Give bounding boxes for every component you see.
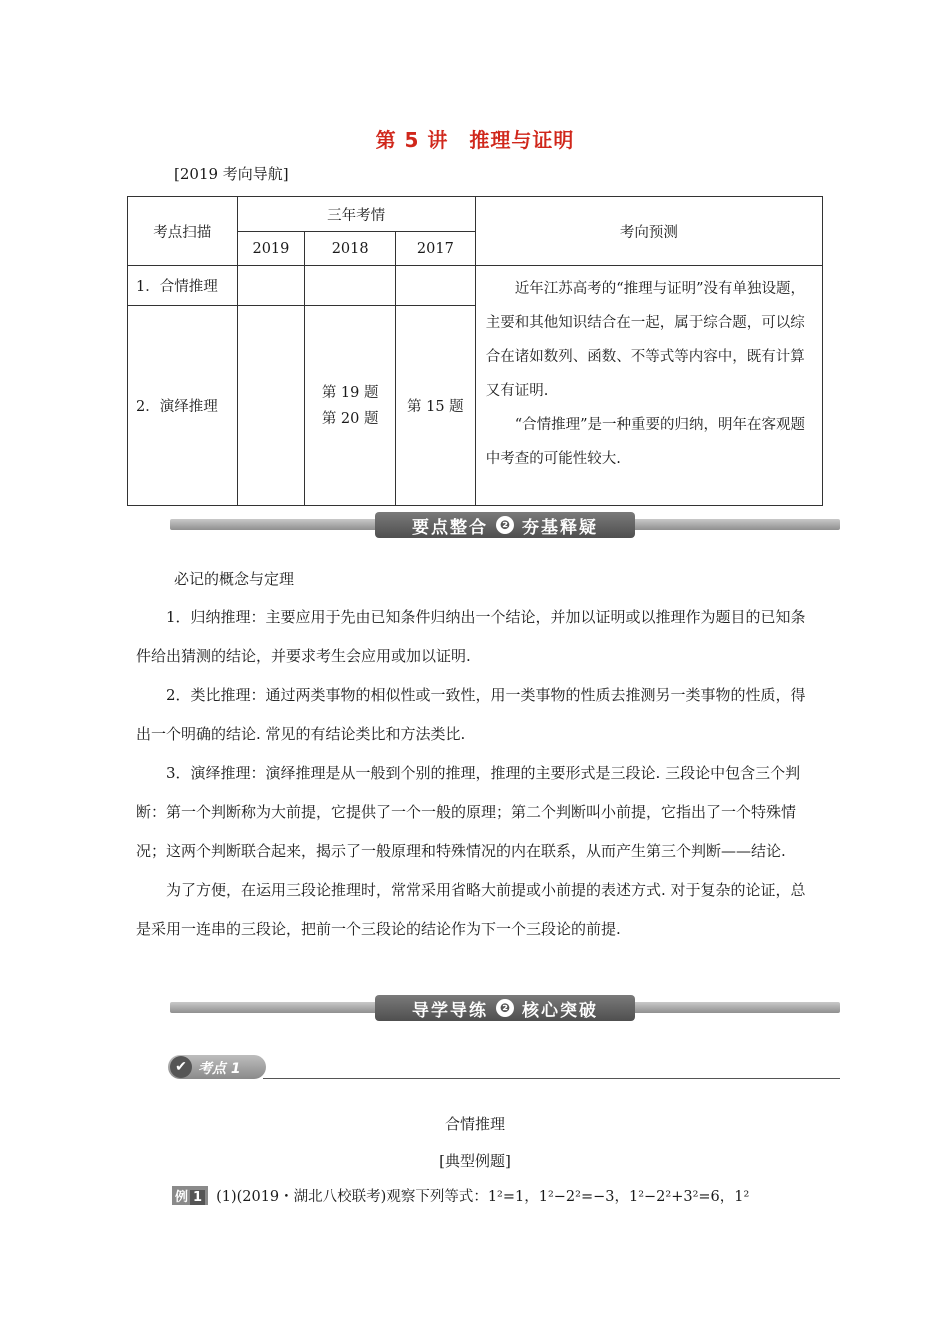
topic-title: 合情推理 (444, 1115, 505, 1133)
prediction-text-1: 近年江苏高考的“推理与证明”没有单独设题，主要和其他知识结合在一起，属于综合题，可以综合在诸如数列、函数、不等式等内容中，既有计算又有证明. (485, 281, 806, 399)
banner-right-text: 夯基释疑 (522, 517, 598, 538)
link-badge-icon: ❷ (496, 516, 514, 534)
banner-left-text: 导学导练 (412, 1000, 488, 1021)
paragraph: 1．归纳推理：主要应用于先由已知条件归纳出一个结论，并加以证明或以推理作为题目的已知条件给出猜测的结论，并要求考生会应用或加以证明. (136, 608, 806, 665)
nav-label: [2019 考向导航] (174, 165, 289, 183)
link-badge-icon: ❷ (496, 999, 514, 1017)
cell-empty (237, 306, 305, 506)
page-title: 第 5 讲 推理与证明 (375, 128, 575, 152)
prediction-cell (475, 266, 822, 506)
concepts-body (136, 598, 820, 949)
header-prediction: 考向预测 (475, 197, 822, 266)
divider (263, 1078, 840, 1079)
example-badge (172, 1186, 208, 1205)
exam-point-tag (168, 1054, 840, 1082)
header-exam-points: 考点扫描 (128, 197, 238, 266)
header-three-years: 三年考情 (237, 197, 475, 232)
year-2017: 2017 (395, 232, 475, 266)
example-number: 1 (190, 1190, 205, 1205)
exam-point-badge (168, 1055, 266, 1079)
banner-plate (375, 995, 635, 1021)
banner-plate (375, 512, 635, 538)
section-banner-core (170, 995, 840, 1021)
paragraph: 2．类比推理：通过两类事物的相似性或一致性，用一类事物的性质去推测另一类事物的性质，得出一个明确的结论. 常见的有结论类比和方法类比. (136, 686, 806, 743)
cell-empty (237, 266, 305, 306)
example-text: (1)(2019・湖北八校联考)观察下列等式：1²=1，1²−2²=−3，1²−2²+3²=6，1² (216, 1189, 750, 1205)
example-1 (172, 1185, 832, 1206)
paragraph: 3．演绎推理：演绎推理是从一般到个别的推理，推理的主要形式是三段论. 三段论中包含三个判断：第一个判断称为大前提，它提供了一个一般的原理；第二个判断叫小前提，它指出了一个特殊情况；这两个判断联合起来，揭示了一般原理和特殊情况的内在联系，从而产生第三个判断——结论. (136, 764, 801, 860)
prediction-text-2: “合情推理”是一种重要的归纳，明年在客观题中考查的可能性较大. (485, 417, 806, 467)
question-ref: 第 20 题 (321, 410, 379, 427)
section-banner-key-points (170, 512, 840, 538)
cell-2017-question: 第 15 题 (395, 306, 475, 506)
typical-examples-label: [典型例题] (439, 1152, 511, 1170)
banner-right-text: 核心突破 (522, 1000, 598, 1021)
paragraph: 为了方便，在运用三段论推理时，常常采用省略大前提或小前提的表述方式. 对于复杂的论证，总是采用一连串的三段论，把前一个三段论的结论作为下一个三段论的前提. (136, 881, 806, 938)
row-inductive-point: 1．合情推理 (128, 266, 238, 306)
cell-empty (395, 266, 475, 306)
year-2018: 2018 (305, 232, 396, 266)
example-badge-text: 例 (175, 1190, 189, 1205)
row-deductive-point: 2．演绎推理 (128, 306, 238, 506)
year-2019: 2019 (237, 232, 305, 266)
cell-2018-questions (305, 306, 396, 506)
banner-left-text: 要点整合 (412, 517, 488, 538)
question-ref: 第 19 题 (321, 384, 379, 401)
cell-empty (305, 266, 396, 306)
exam-point-label: 考点 1 (198, 1061, 241, 1077)
check-icon: ✔ (170, 1056, 192, 1078)
section-heading: 必记的概念与定理 (174, 570, 295, 588)
outlook-table (127, 196, 823, 506)
